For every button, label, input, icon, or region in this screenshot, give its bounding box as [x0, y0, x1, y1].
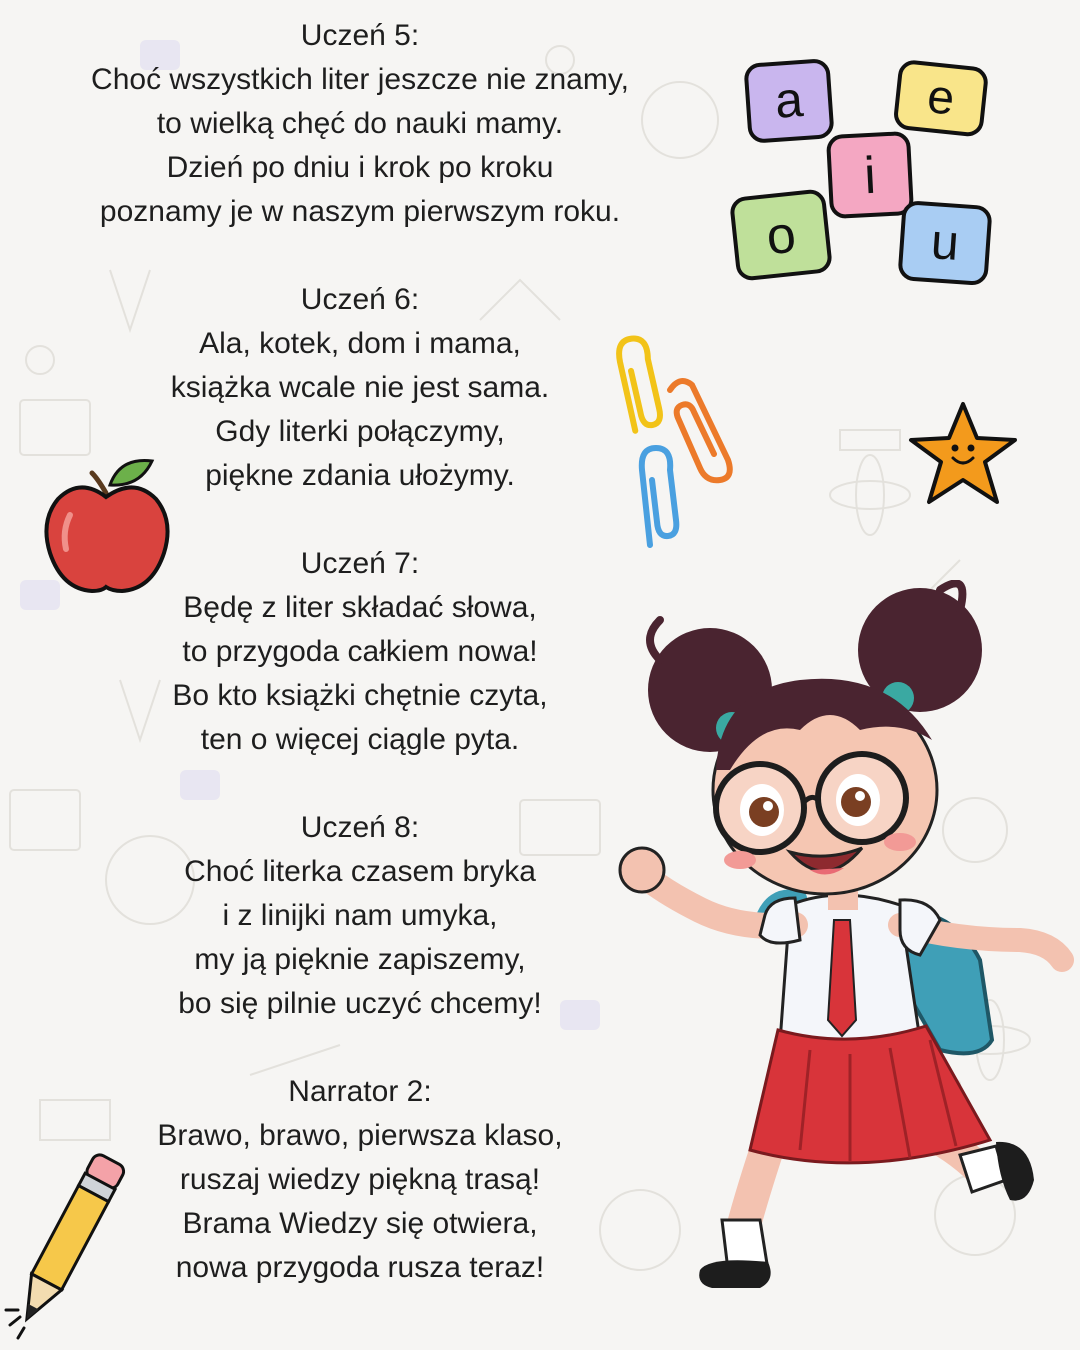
speaker-label: Uczeń 5: [300, 19, 420, 52]
stanza-uczen-8 [40, 806, 680, 1026]
poem-line: książka wcale nie jest sama. [170, 371, 550, 404]
poem-line: Będę z liter składać słowa, [183, 591, 537, 624]
speaker-label: Uczeń 6: [300, 283, 420, 316]
poem-line: Brama Wiedzy się otwiera, [182, 1207, 538, 1240]
star-icon [905, 400, 1020, 510]
poem-line: Brawo, brawo, pierwsza klaso, [157, 1119, 563, 1152]
stanza-uczen-5 [40, 14, 680, 234]
vowel-block-i [828, 133, 912, 217]
poem-line: to przygoda całkiem nowa! [182, 635, 538, 668]
poem-line: bo się pilnie uczyć chcemy! [178, 987, 542, 1020]
poem-line: to wielką chęć do nauki mamy. [156, 107, 564, 140]
poem-line: piękne zdania ułożymy. [205, 459, 515, 492]
poem-line: Bo kto książki chętnie czyta, [172, 679, 548, 712]
poem-line: i z linijki nam umyka, [222, 899, 498, 932]
vowel-block-a [745, 60, 832, 142]
poem-line: Choć wszystkich liter jeszcze nie znamy, [91, 63, 629, 96]
vowel-letter: e [924, 70, 957, 126]
schoolgirl-illustration [600, 580, 1080, 1300]
vowel-letter: o [763, 205, 799, 267]
paperclip-icon [610, 330, 740, 560]
poem-line: Dzień po dniu i krok po kroku [166, 151, 554, 184]
vowel-letter: u [929, 213, 961, 271]
pencil-icon [0, 1140, 140, 1340]
vowel-letter: a [773, 71, 805, 129]
poem-line: ruszaj wiedzy piękną trasą! [179, 1163, 541, 1196]
poem-line: nowa przygoda rusza teraz! [175, 1251, 545, 1284]
poem-line: ten o więcej ciągle pyta. [200, 723, 520, 756]
poem-line: Ala, kotek, dom i mama, [199, 327, 521, 360]
speaker-label: Narrator 2: [288, 1075, 432, 1108]
poem-line: Choć literka czasem bryka [184, 855, 536, 888]
poem-line: Gdy literki połączymy, [215, 415, 505, 448]
poem-line: poznamy je w naszym pierwszym roku. [99, 195, 621, 228]
vowel-block-e [895, 61, 987, 136]
apple-icon [40, 455, 175, 600]
vowel-blocks [730, 55, 1000, 305]
speaker-label: Uczeń 7: [300, 547, 420, 580]
vowel-letter: i [862, 146, 878, 206]
poem-line: my ją pięknie zapiszemy, [194, 943, 526, 976]
speaker-label: Uczeń 8: [300, 811, 420, 844]
poem [40, 14, 680, 1334]
vowel-block-o [731, 190, 831, 279]
vowel-block-u [899, 202, 990, 284]
